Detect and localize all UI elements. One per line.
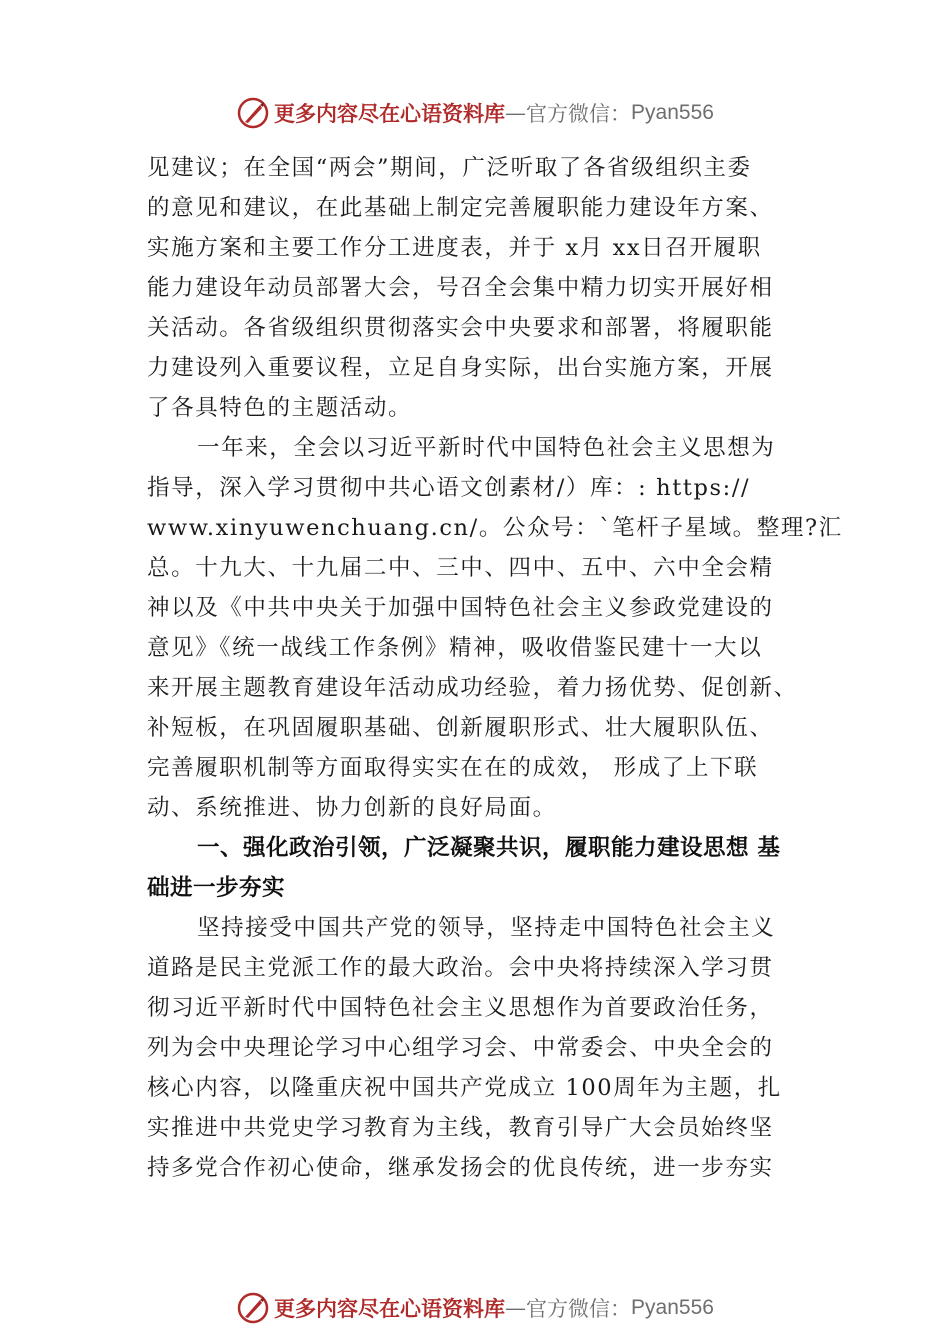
text-line: 力建设列入重要议程，立足自身实际，出台实施方案，开展: [147, 355, 774, 381]
text-line: 神以及《中共中央关于加强中国特色社会主义参政党建设的: [147, 595, 774, 621]
text-line: 一年来，全会以习近平新时代中国特色社会主义思想为: [197, 435, 776, 461]
text-line: 动、系统推进、协力创新的良好局面。: [147, 795, 557, 821]
text-line: 见建议；在全国“两会”期间，广泛听取了各省级组织主委: [147, 155, 752, 181]
text-line: 彻习近平新时代中国特色社会主义思想作为首要政治任务，: [147, 995, 774, 1021]
quill-logo-icon: [236, 96, 270, 130]
text-line: 总。十九大、十九届二中、三中、四中、五中、六中全会精: [147, 555, 774, 581]
banner-brand: 更多内容尽在心语资料库: [274, 101, 506, 126]
footer-watermark-banner: [0, 1288, 950, 1328]
quill-logo-icon: [236, 1291, 270, 1325]
banner-separator: —: [505, 101, 527, 125]
banner-wechat-id: Pyan556: [631, 1296, 714, 1319]
text-line: 实施方案和主要工作分工进度表，并于 x月 xx日召开履职: [147, 235, 762, 261]
text-line: www.xinyuwenchuang.cn/。公众号：`笔杆子星域。整理?汇: [147, 515, 843, 541]
banner-separator: —: [505, 1296, 527, 1320]
text-line: 补短板，在巩固履职基础、创新履职形式、壮大履职队伍、: [147, 715, 774, 741]
header-watermark-banner: [0, 93, 950, 133]
text-line: 列为会中央理论学习中心组学习会、中常委会、中央全会的: [147, 1035, 774, 1061]
text-line: 指导，深入学习贯彻中共心语文创素材/）库：: https://: [147, 475, 751, 501]
section-heading: 一、强化政治引领，广泛凝聚共识，履职能力建设思想 基: [197, 835, 781, 861]
text-line: 持多党合作初心使命，继承发扬会的优良传统，进一步夯实: [147, 1155, 774, 1181]
section-heading: 础进一步夯实: [147, 875, 286, 901]
text-line: 实推进中共党史学习教育为主线，教育引导广大会员始终坚: [147, 1115, 774, 1141]
banner-official-label: 官方微信：: [526, 1297, 632, 1321]
text-line: 能力建设年动员部署大会，号召全会集中精力切实开展好相: [147, 275, 774, 301]
text-line: 了各具特色的主题活动。: [147, 395, 413, 421]
text-line: 意见》《统一战线工作条例》精神，吸收借鉴民建十一大以: [147, 635, 763, 661]
document-body: [147, 148, 843, 1188]
text-line: 来开展主题教育建设年活动成功经验，着力扬优势、促创新、: [147, 675, 798, 701]
banner-official-label: 官方微信：: [526, 102, 632, 126]
banner-brand: 更多内容尽在心语资料库: [274, 1296, 506, 1321]
text-line: 完善履职机制等方面取得实实在在的成效， 形成了上下联: [147, 755, 759, 781]
text-line: 道路是民主党派工作的最大政治。会中央将持续深入学习贯: [147, 955, 774, 981]
text-line: 的意见和建议，在此基础上制定完善履职能力建设年方案、: [147, 195, 774, 221]
text-line: 关活动。各省级组织贯彻落实会中央要求和部署，将履职能: [147, 315, 774, 341]
text-line: 坚持接受中国共产党的领导，坚持走中国特色社会主义: [197, 915, 776, 941]
banner-wechat-id: Pyan556: [631, 101, 714, 124]
text-line: 核心内容，以隆重庆祝中国共产党成立 100周年为主题，扎: [147, 1075, 782, 1101]
